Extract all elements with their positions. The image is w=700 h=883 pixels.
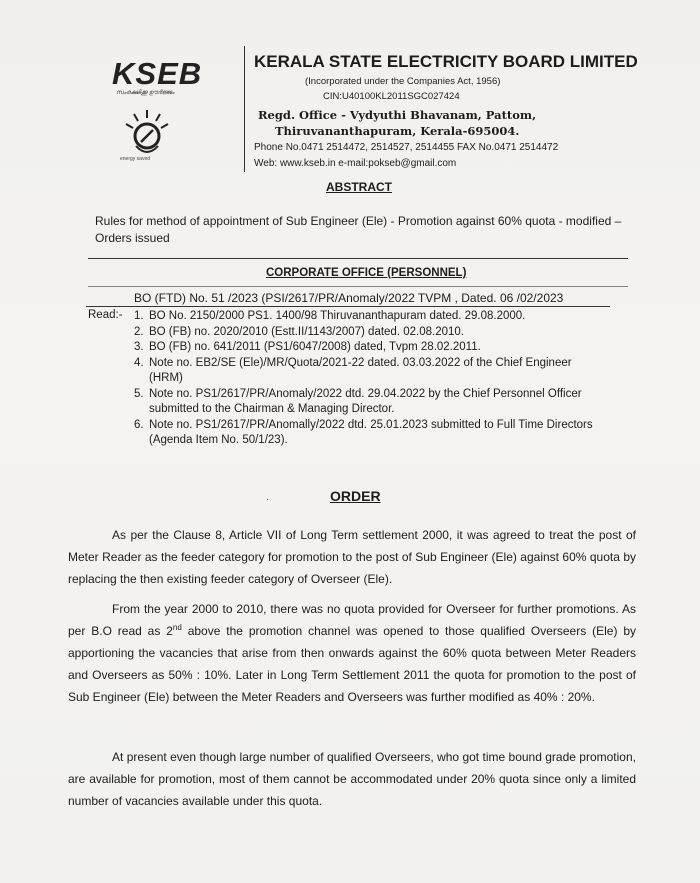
reference-number: 2. xyxy=(134,325,144,338)
emblem-tagline: energy saved xyxy=(120,156,151,162)
order-paragraph-3 xyxy=(68,746,636,812)
reference-text: BO (FB) no. 641/2011 (PS1/6047/2008) dated, Tvpm 28.02.2011. xyxy=(149,341,481,353)
header-divider xyxy=(244,46,245,172)
reference-item xyxy=(134,309,594,325)
cin-number: CIN:U40100KL2011SGC027424 xyxy=(323,91,460,102)
incorporation-line: (Incorporated under the Companies Act, 1956) xyxy=(305,76,501,87)
phone-fax-line: Phone No.0471 2514472, 2514527, 2514455 FAX No.0471 2514472 xyxy=(254,142,559,153)
order-heading: ORDER xyxy=(330,488,381,504)
order-paragraph-2 xyxy=(68,598,636,708)
reference-number: 1. xyxy=(134,310,144,322)
divider xyxy=(86,306,610,307)
reference-text: Note no. PS1/2617/PR/Anomally/2022 dtd. 25.01.2023 submitted to Full Time Directors (Agenda Item No. 50/1/23). xyxy=(149,418,593,446)
divider xyxy=(88,258,628,259)
reference-text: BO No. 2150/2000 PS1. 1400/98 Thiruvananthapuram dated. 29.08.2000. xyxy=(149,310,526,322)
order-paragraph-1 xyxy=(68,524,636,590)
kseb-logo: KSEB xyxy=(112,56,203,91)
logo-tagline: സംരക്ഷിക്കൂ ഊർജ്ജം xyxy=(116,90,175,96)
references-list xyxy=(134,309,594,449)
reference-item xyxy=(134,356,594,387)
paragraph-text: As per the Clause 8, Article VII of Long Term settlement 2000, it was agreed to treat the post of Meter Reader as the feeder category for promotion to the post of Sub Engineer (Ele) against 60% quota by replacing the then existing feeder category of Overseer (Ele). xyxy=(68,528,636,586)
office-address: Thiruvananthapuram, Kerala-695004. xyxy=(275,124,520,138)
office-heading: CORPORATE OFFICE (PERSONNEL) xyxy=(266,267,467,279)
reference-item xyxy=(134,340,594,356)
reference-text: Note no. EB2/SE (Ele)/MR/Quota/2021-22 dated. 03.03.2022 of the Chief Engineer (HRM) xyxy=(149,356,572,384)
reference-text: BO (FB) no. 2020/2010 (Estt.II/1143/2007) dated. 02.08.2010. xyxy=(149,325,464,338)
web-email-line: Web: www.kseb.in e-mail:pokseb@gmail.com xyxy=(254,158,457,169)
reference-number: 3. xyxy=(134,341,144,353)
paragraph-text: above the promotion channel was opened to those qualified Overseers (Ele) by apportioning the vacancies that arise from then onwards against the 60% quota between Meter Readers and Overseers as 50% : 10%. Later in Long Term Settlement 2011 the quota for promotion to the post of Sub Engineer (Ele) between the Meter Readers and Overseers was further modified as 40% : 20%. xyxy=(68,624,636,704)
abstract-heading: ABSTRACT xyxy=(326,180,392,194)
board-order-reference: BO (FTD) No. 51 /2023 (PSI/2617/PR/Anomaly/2022 TVPM , Dated. 06 /02/2023 xyxy=(134,291,564,305)
reference-number: 4. xyxy=(134,356,144,369)
org-name: KERALA STATE ELECTRICITY BOARD LIMITED xyxy=(254,52,638,71)
reference-number: 6. xyxy=(134,418,144,431)
registered-office: Regd. Office - Vydyuthi Bhavanam, Pattom, xyxy=(258,108,537,122)
paragraph-text: At present even though large number of qualified Overseers, who got time bound grade promotion, are available for promotion, most of them cannot be accommodated under 20% quota since only a limited number of vacancies available under this quota. xyxy=(68,750,636,808)
subject-line: Rules for method of appointment of Sub Engineer (Ele) - Promotion against 60% quota - modified – Orders issued xyxy=(95,214,622,245)
reference-item xyxy=(134,325,594,341)
reference-number: 5. xyxy=(134,387,144,400)
reference-item xyxy=(134,387,594,418)
reference-item xyxy=(134,418,594,449)
reference-text: Note no. PS1/2617/PR/Anomaly/2022 dtd. 29.04.2022 by the Chief Personnel Officer submitted to the Chairman & Managing Director. xyxy=(149,387,582,415)
read-label: Read:- xyxy=(88,309,123,321)
scan-mark: · xyxy=(266,494,270,505)
divider xyxy=(88,286,628,287)
paragraph-text: From the year 2000 to 2010, there was no quota provided for Overseer for further promotions. As per B.O read as 2 xyxy=(68,602,636,638)
ordinal-suffix: nd xyxy=(172,623,182,632)
